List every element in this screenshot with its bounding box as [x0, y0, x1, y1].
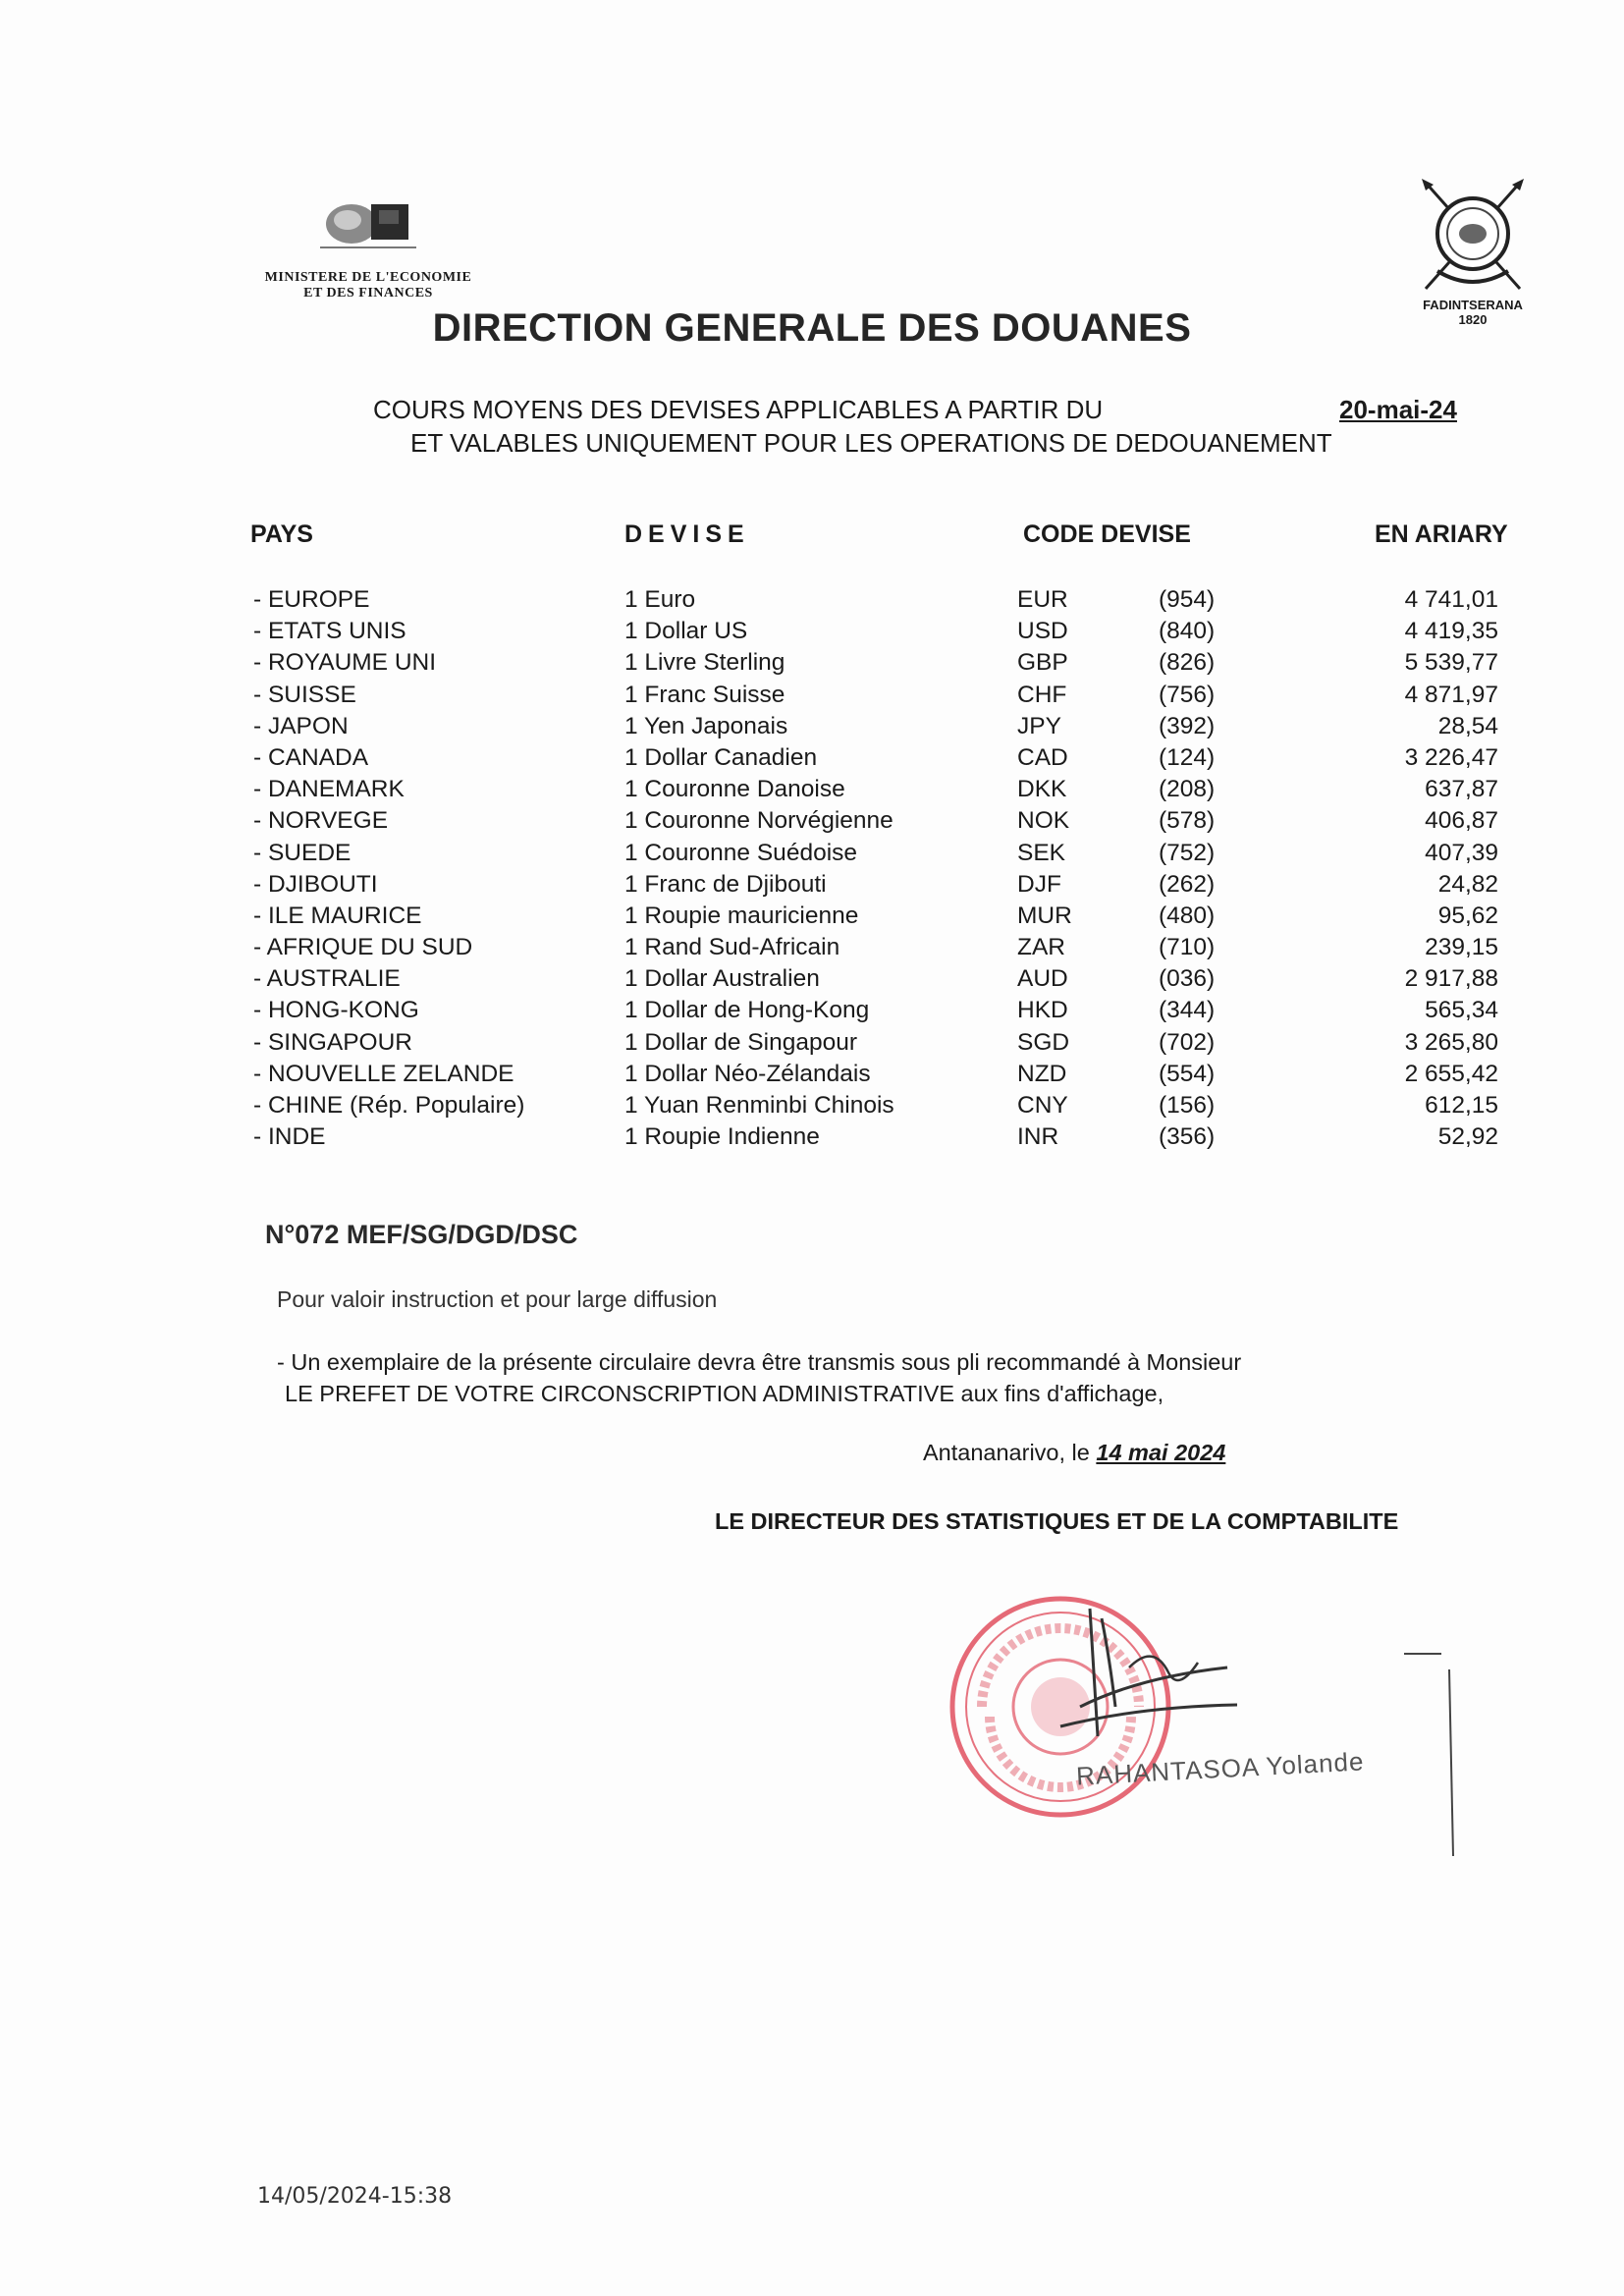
cell-code: EUR	[1017, 586, 1068, 613]
cell-code: CAD	[1017, 743, 1068, 771]
header-code-devise: CODE DEVISE	[1023, 520, 1191, 548]
cell-devise: 1 Roupie Indienne	[624, 1123, 820, 1151]
subtitle-line-2: ET VALABLES UNIQUEMENT POUR LES OPERATIONS DE DEDOUANEMENT	[410, 428, 1332, 458]
cell-ariary-value: 4 741,01	[1404, 586, 1498, 613]
official-stamp-icon	[943, 1559, 1237, 1854]
cell-devise: 1 Rand Sud-Africain	[624, 934, 840, 961]
signature-line-icon	[1404, 1650, 1463, 1866]
cell-code: CHF	[1017, 681, 1067, 708]
cell-ariary-value: 52,92	[1437, 1123, 1498, 1151]
table-row	[0, 1027, 1624, 1059]
director-title: LE DIRECTEUR DES STATISTIQUES ET DE LA COMPTABILITE	[715, 1508, 1399, 1534]
header-en-ariary: EN ARIARY	[1375, 520, 1508, 548]
coat-of-arms-icon	[1414, 177, 1532, 295]
cell-numeric-code: (156)	[1159, 1092, 1216, 1119]
cell-code: SGD	[1017, 1028, 1070, 1056]
cell-numeric-code: (344)	[1159, 997, 1216, 1024]
cell-ariary-value: 2 655,42	[1404, 1060, 1498, 1087]
cell-ariary-value: 24,82	[1437, 870, 1498, 898]
exchange-rate-table	[0, 584, 1624, 1153]
cell-devise: 1 Dollar de Hong-Kong	[624, 997, 870, 1024]
cell-pays: - DANEMARK	[253, 776, 405, 803]
cell-devise: 1 Roupie mauricienne	[624, 902, 859, 929]
cell-pays: - CHINE (Rép. Populaire)	[253, 1092, 525, 1119]
cell-devise: 1 Dollar de Singapour	[624, 1028, 857, 1056]
cell-pays: - ETATS UNIS	[253, 618, 406, 645]
cell-devise: 1 Franc Suisse	[624, 681, 785, 708]
cell-ariary-value: 95,62	[1437, 902, 1498, 929]
cell-numeric-code: (480)	[1159, 902, 1216, 929]
cell-ariary-value: 5 539,77	[1404, 649, 1498, 677]
cell-devise: 1 Franc de Djibouti	[624, 870, 827, 898]
transmission-note-line-2: LE PREFET DE VOTRE CIRCONSCRIPTION ADMINISTRATIVE aux fins d'affichage,	[285, 1381, 1164, 1406]
table-row	[0, 774, 1624, 805]
diffusion-note: Pour valoir instruction et pour large diffusion	[277, 1286, 718, 1312]
cell-pays: - DJIBOUTI	[253, 870, 378, 898]
ministry-name: MINISTERE DE L'ECONOMIE ET DES FINANCES	[264, 270, 472, 301]
table-row	[0, 901, 1624, 932]
cell-code: MUR	[1017, 902, 1072, 929]
table-row	[0, 1121, 1624, 1153]
cell-numeric-code: (554)	[1159, 1060, 1216, 1087]
cell-devise: 1 Dollar US	[624, 618, 748, 645]
table-row	[0, 584, 1624, 616]
cell-pays: - SUISSE	[253, 681, 356, 708]
cell-numeric-code: (756)	[1159, 681, 1216, 708]
cell-devise: 1 Dollar Australien	[624, 965, 820, 993]
cell-numeric-code: (124)	[1159, 743, 1216, 771]
table-row	[0, 995, 1624, 1026]
place-label: Antananarivo, le	[923, 1440, 1097, 1465]
cell-pays: - CANADA	[253, 743, 369, 771]
cell-devise: 1 Livre Sterling	[624, 649, 785, 677]
table-row	[0, 742, 1624, 774]
cell-code: SEK	[1017, 839, 1066, 866]
transmission-note-line-1: - Un exemplaire de la présente circulaire devra être transmis sous pli recommandé à Monsieur	[277, 1349, 1242, 1375]
cell-ariary-value: 4 419,35	[1404, 618, 1498, 645]
cell-code: ZAR	[1017, 934, 1065, 961]
header-pays: PAYS	[250, 520, 313, 548]
table-row	[0, 805, 1624, 837]
cell-pays: - INDE	[253, 1123, 326, 1151]
cell-code: NOK	[1017, 807, 1070, 835]
cell-numeric-code: (036)	[1159, 965, 1216, 993]
cell-code: NZD	[1017, 1060, 1067, 1087]
cell-pays: - EUROPE	[253, 586, 370, 613]
cell-numeric-code: (702)	[1159, 1028, 1216, 1056]
cell-ariary-value: 3 226,47	[1404, 743, 1498, 771]
subtitle-line-1: COURS MOYENS DES DEVISES APPLICABLES A PARTIR DU	[373, 395, 1104, 424]
cell-numeric-code: (752)	[1159, 839, 1216, 866]
cell-numeric-code: (826)	[1159, 649, 1216, 677]
table-row	[0, 838, 1624, 869]
cell-code: INR	[1017, 1123, 1059, 1151]
table-row	[0, 869, 1624, 901]
table-row	[0, 963, 1624, 995]
table-row	[0, 680, 1624, 711]
cell-pays: - NORVEGE	[253, 807, 389, 835]
cell-pays: - ILE MAURICE	[253, 902, 422, 929]
table-row	[0, 616, 1624, 647]
document-title: DIRECTION GENERALE DES DOUANES	[432, 306, 1192, 350]
cell-ariary-value: 612,15	[1425, 1092, 1498, 1119]
emblem-caption: FADINTSERANA 1820	[1423, 298, 1523, 327]
header-devise: DEVISE	[624, 520, 750, 548]
cell-ariary-value: 2 917,88	[1404, 965, 1498, 993]
cell-code: CNY	[1017, 1092, 1068, 1119]
cell-code: AUD	[1017, 965, 1068, 993]
cell-pays: - NOUVELLE ZELANDE	[253, 1060, 514, 1087]
ministry-logo-icon	[314, 196, 422, 255]
cell-ariary-value: 4 871,97	[1404, 681, 1498, 708]
cell-ariary-value: 28,54	[1437, 712, 1498, 739]
cell-pays: - AFRIQUE DU SUD	[253, 934, 473, 961]
cell-pays: - SINGAPOUR	[253, 1028, 412, 1056]
cell-devise: 1 Yuan Renminbi Chinois	[624, 1092, 894, 1119]
cell-ariary-value: 406,87	[1425, 807, 1498, 835]
circular-reference: N°072 MEF/SG/DGD/DSC	[265, 1220, 578, 1249]
signed-date: 14 mai 2024	[1096, 1440, 1226, 1465]
cell-numeric-code: (710)	[1159, 934, 1216, 961]
cell-devise: 1 Couronne Danoise	[624, 776, 845, 803]
cell-numeric-code: (356)	[1159, 1123, 1216, 1151]
cell-devise: 1 Couronne Suédoise	[624, 839, 858, 866]
signatory-name: RAHANTASOA Yolande	[1075, 1746, 1366, 1791]
cell-numeric-code: (262)	[1159, 870, 1216, 898]
cell-pays: - SUEDE	[253, 839, 352, 866]
table-row	[0, 1059, 1624, 1090]
cell-numeric-code: (840)	[1159, 618, 1216, 645]
cell-numeric-code: (392)	[1159, 712, 1216, 739]
table-row	[0, 711, 1624, 742]
cell-code: GBP	[1017, 649, 1068, 677]
cell-devise: 1 Yen Japonais	[624, 712, 788, 739]
print-timestamp: 14/05/2024-15:38	[257, 2184, 453, 2209]
cell-devise: 1 Dollar Néo-Zélandais	[624, 1060, 871, 1087]
cell-numeric-code: (954)	[1159, 586, 1216, 613]
cell-devise: 1 Dollar Canadien	[624, 743, 818, 771]
cell-pays: - JAPON	[253, 712, 349, 739]
cell-code: DJF	[1017, 870, 1061, 898]
cell-devise: 1 Euro	[624, 586, 696, 613]
table-row	[0, 1090, 1624, 1121]
cell-ariary-value: 637,87	[1425, 776, 1498, 803]
cell-numeric-code: (578)	[1159, 807, 1216, 835]
cell-ariary-value: 407,39	[1425, 839, 1498, 866]
cell-pays: - HONG-KONG	[253, 997, 419, 1024]
cell-code: DKK	[1017, 776, 1067, 803]
cell-code: JPY	[1017, 712, 1061, 739]
cell-ariary-value: 3 265,80	[1404, 1028, 1498, 1056]
cell-devise: 1 Couronne Norvégienne	[624, 807, 893, 835]
table-row	[0, 932, 1624, 963]
cell-code: USD	[1017, 618, 1068, 645]
effective-date: 20-mai-24	[1339, 395, 1457, 424]
place-and-date	[923, 1440, 1225, 1466]
cell-pays: - AUSTRALIE	[253, 965, 401, 993]
cell-numeric-code: (208)	[1159, 776, 1216, 803]
cell-ariary-value: 565,34	[1425, 997, 1498, 1024]
cell-ariary-value: 239,15	[1425, 934, 1498, 961]
cell-code: HKD	[1017, 997, 1068, 1024]
table-row	[0, 647, 1624, 679]
cell-pays: - ROYAUME UNI	[253, 649, 437, 677]
